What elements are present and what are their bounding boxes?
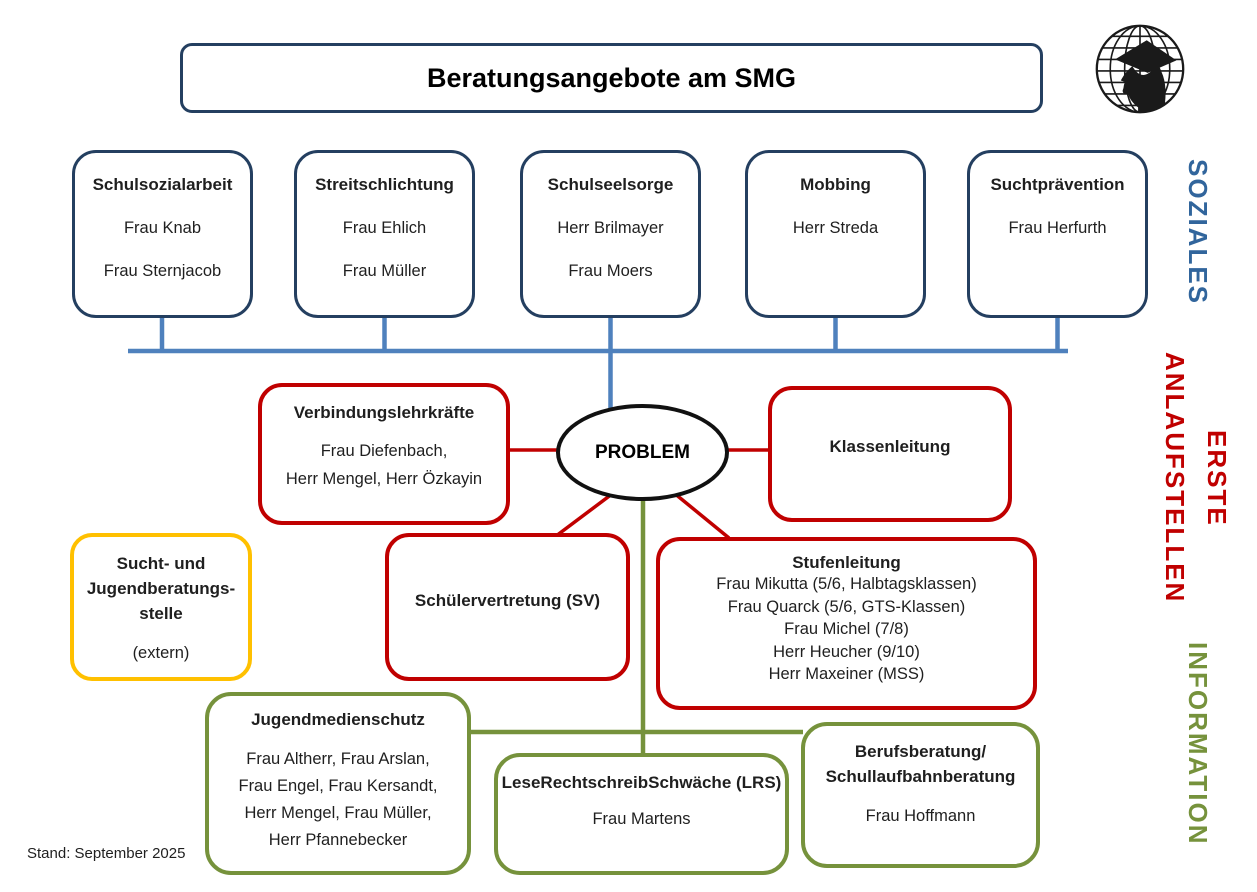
- box-schulseelsorge: [520, 150, 701, 318]
- extern-note: (extern): [132, 644, 190, 662]
- person: Herr Streda: [792, 219, 879, 237]
- box-lrs: [494, 753, 789, 875]
- box-title: Mobbing: [800, 175, 871, 194]
- person: Frau Herfurth: [1008, 219, 1107, 237]
- box-title: Jugendmedienschutz: [251, 710, 425, 729]
- box-title-line: Sucht- und: [116, 554, 206, 573]
- school-logo-icon: [1092, 20, 1188, 118]
- box-schulsozialarbeit: [72, 150, 253, 318]
- person: Frau Moers: [568, 262, 653, 280]
- person: Frau Hoffmann: [865, 807, 976, 825]
- person: Frau Diefenbach,: [320, 442, 448, 460]
- box-klassenleitung: [768, 386, 1012, 522]
- person: Herr Heucher (9/10): [773, 642, 920, 661]
- category-label-erste-anlaufstellen: [1152, 342, 1238, 614]
- person: Herr Maxeiner (MSS): [768, 665, 925, 683]
- category-label-soziales: SOZIALES: [1183, 158, 1213, 305]
- box-title: Schulsozialarbeit: [92, 175, 233, 194]
- box-title: Schülervertretung (SV): [414, 591, 601, 610]
- problem-ellipse: [556, 404, 729, 501]
- category-label-information: INFORMATION: [1183, 642, 1213, 846]
- page-title: Beratungsangebote am SMG: [426, 62, 797, 93]
- box-stufenleitung: [656, 537, 1037, 710]
- box-title: Stufenleitung: [792, 553, 901, 572]
- person: Frau Knab: [123, 219, 202, 237]
- problem-label: PROBLEM: [595, 441, 690, 463]
- box-mobbing: [745, 150, 926, 318]
- box-streitschlichtung: [294, 150, 475, 318]
- person: Frau Müller: [342, 262, 427, 280]
- box-title: Schulseelsorge: [547, 175, 674, 194]
- box-jugendmedienschutz: [205, 692, 471, 875]
- box-title-line: Berufsberatung/: [854, 742, 987, 761]
- box-title-line: Schullaufbahnberatung: [825, 767, 1016, 786]
- box-title: Verbindungslehrkräfte: [293, 403, 475, 422]
- box-verbindungslehrkraefte: [258, 383, 510, 525]
- person: Herr Mengel, Frau Müller,: [244, 804, 432, 822]
- person: Herr Mengel, Herr Özkayin: [285, 470, 483, 488]
- status-date: Stand: September 2025: [27, 845, 186, 862]
- box-title: Streitschlichtung: [315, 175, 454, 194]
- person: Frau Quarck (5/6, GTS-Klassen): [727, 597, 966, 616]
- person: Frau Michel (7/8): [784, 620, 909, 638]
- box-title: Suchtprävention: [990, 175, 1125, 194]
- person: Frau Ehlich: [342, 219, 427, 237]
- person: Frau Sternjacob: [103, 262, 222, 280]
- person: Frau Altherr, Frau Arslan,: [246, 750, 430, 768]
- person: Herr Brilmayer: [557, 219, 664, 237]
- box-berufsberatung: [801, 722, 1040, 868]
- box-title: LeseRechtschreibSchwäche (LRS): [501, 773, 782, 792]
- box-title: Klassenleitung: [829, 437, 951, 456]
- person: Frau Engel, Frau Kersandt,: [238, 777, 438, 795]
- person: Frau Mikutta (5/6, Halbtagsklassen): [716, 575, 977, 593]
- box-sucht-jugendberatungsstelle: [70, 533, 252, 681]
- box-title-line: Jugendberatungs-: [86, 579, 236, 598]
- box-title-line: stelle: [139, 604, 183, 623]
- box-suchtpraevention: [967, 150, 1148, 318]
- category-label-line: ERSTE: [1202, 429, 1232, 527]
- category-label-line: ANLAUFSTELLEN: [1160, 352, 1190, 604]
- person: Herr Pfannebecker: [268, 831, 408, 849]
- page-title-box: [180, 43, 1043, 113]
- person: Frau Martens: [592, 810, 691, 828]
- box-schuelervertretung: [385, 533, 630, 681]
